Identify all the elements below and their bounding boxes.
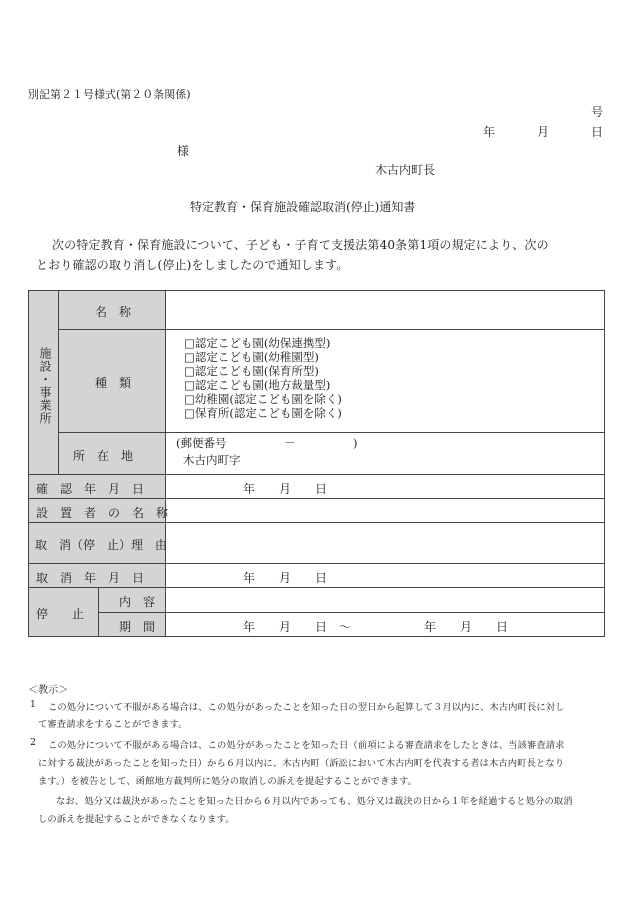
- location-label: 所 在 地: [73, 449, 134, 463]
- confirm-date-field[interactable]: [165, 474, 605, 499]
- facility-table: [28, 290, 605, 637]
- notes-heading: ＜教示＞: [28, 685, 69, 696]
- note-2-line-3: ます。）を被告として、函館地方裁判所に処分の取消しの訴えを提起することができます。: [38, 776, 417, 787]
- town-line: 木古内町字: [183, 453, 241, 467]
- confirm-date-label-cell: [28, 474, 166, 499]
- name-label-cell: [58, 290, 166, 330]
- type-option[interactable]: □認定こども園(幼保連携型): [184, 336, 331, 350]
- type-label-cell: [58, 329, 166, 433]
- note-1-line-2: て審査請求をすることができます。: [38, 719, 188, 730]
- date-day-label: 日: [591, 125, 604, 139]
- period-label-cell: [98, 612, 166, 637]
- type-option[interactable]: □認定こども園(保育所型): [184, 364, 319, 378]
- cancel-date-field[interactable]: [165, 563, 605, 588]
- founder-label-cell: [28, 498, 169, 523]
- founder-label: 設 置 者 の 名 称: [36, 506, 169, 520]
- stop-label: 停 止: [36, 607, 85, 621]
- period-start: 年 月 日 ～: [243, 620, 352, 634]
- location-field[interactable]: [165, 432, 605, 475]
- reason-label: 取 消（停 止）理 由: [35, 538, 168, 552]
- addressee-suffix: 様: [177, 144, 190, 158]
- note-2-line-1: この処分について不服がある場合は、この処分があったことを知った日（前項による審査請求をしたときは、当該審査請求: [48, 740, 565, 751]
- content-label-cell: [98, 587, 166, 613]
- facility-group-label: 施設・事業所: [38, 347, 52, 425]
- type-option[interactable]: □保育所(認定こども園を除く): [184, 406, 342, 420]
- cancel-date-value: 年 月 日: [243, 571, 328, 585]
- reason-label-cell: [28, 522, 166, 564]
- intro-line-2: とおり確認の取り消し(停止)をしましたので通知します。: [36, 258, 349, 272]
- type-option[interactable]: □認定こども園(幼稚園型): [184, 350, 319, 364]
- note-2-line-2: に対する裁決があったことを知った日）から６月以内に、木古内町（訴訟において木古内町を代表する者は木古内町長となり: [38, 758, 565, 769]
- issuer-name: 木古内町長: [375, 163, 436, 177]
- confirm-date-value: 年 月 日: [243, 482, 328, 496]
- postal-code-line: (郵便番号 － ): [176, 436, 358, 450]
- name-label: 名 称: [95, 305, 132, 319]
- period-field[interactable]: [165, 612, 605, 637]
- type-options-cell: [165, 329, 605, 433]
- location-label-cell: [58, 432, 166, 475]
- cancel-date-label: 取 消 年 月 日: [36, 571, 145, 585]
- cancel-date-label-cell: [28, 563, 166, 588]
- type-label: 種 類: [95, 376, 132, 390]
- intro-line-1: 次の特定教育・保育施設について、子ども・子育て支援法第40条第1項の規定により、次の: [52, 238, 549, 252]
- type-options-list: [184, 336, 342, 420]
- reason-field[interactable]: [165, 522, 605, 564]
- facility-group-cell: [28, 290, 59, 475]
- date-year-label: 年: [483, 125, 496, 139]
- stop-label-cell: [28, 587, 99, 637]
- period-end: 年 月 日: [424, 620, 509, 634]
- name-field[interactable]: [165, 290, 605, 330]
- type-option[interactable]: □認定こども園(地方裁量型): [184, 378, 331, 392]
- document-title: 特定教育・保育施設確認取消(停止)通知書: [190, 200, 416, 214]
- note-2-line-5: しの訴えを提起することができなくなります。: [38, 814, 235, 825]
- content-field[interactable]: [165, 587, 605, 613]
- note-2-number: 2: [30, 737, 37, 748]
- type-option[interactable]: □幼稚園(認定こども園を除く): [184, 392, 342, 406]
- content-label: 内 容: [119, 595, 156, 609]
- note-1-number: 1: [30, 699, 37, 710]
- form-id: 別記第２１号様式(第２０条関係): [28, 88, 191, 101]
- note-1-line-1: この処分について不服がある場合は、この処分があったことを知った日の翌日から起算して３月以内に、木古内町長に対し: [48, 702, 565, 713]
- period-label: 期 間: [119, 620, 156, 634]
- note-2-line-4: なお、処分又は裁決があったことを知った日から６月以内であっても、処分又は裁決の日から１年を経過すると処分の取消: [56, 796, 573, 807]
- number-label: 号: [591, 105, 604, 119]
- founder-field[interactable]: [165, 498, 605, 523]
- confirm-date-label: 確 認 年 月 日: [36, 482, 145, 496]
- date-month-label: 月: [537, 125, 550, 139]
